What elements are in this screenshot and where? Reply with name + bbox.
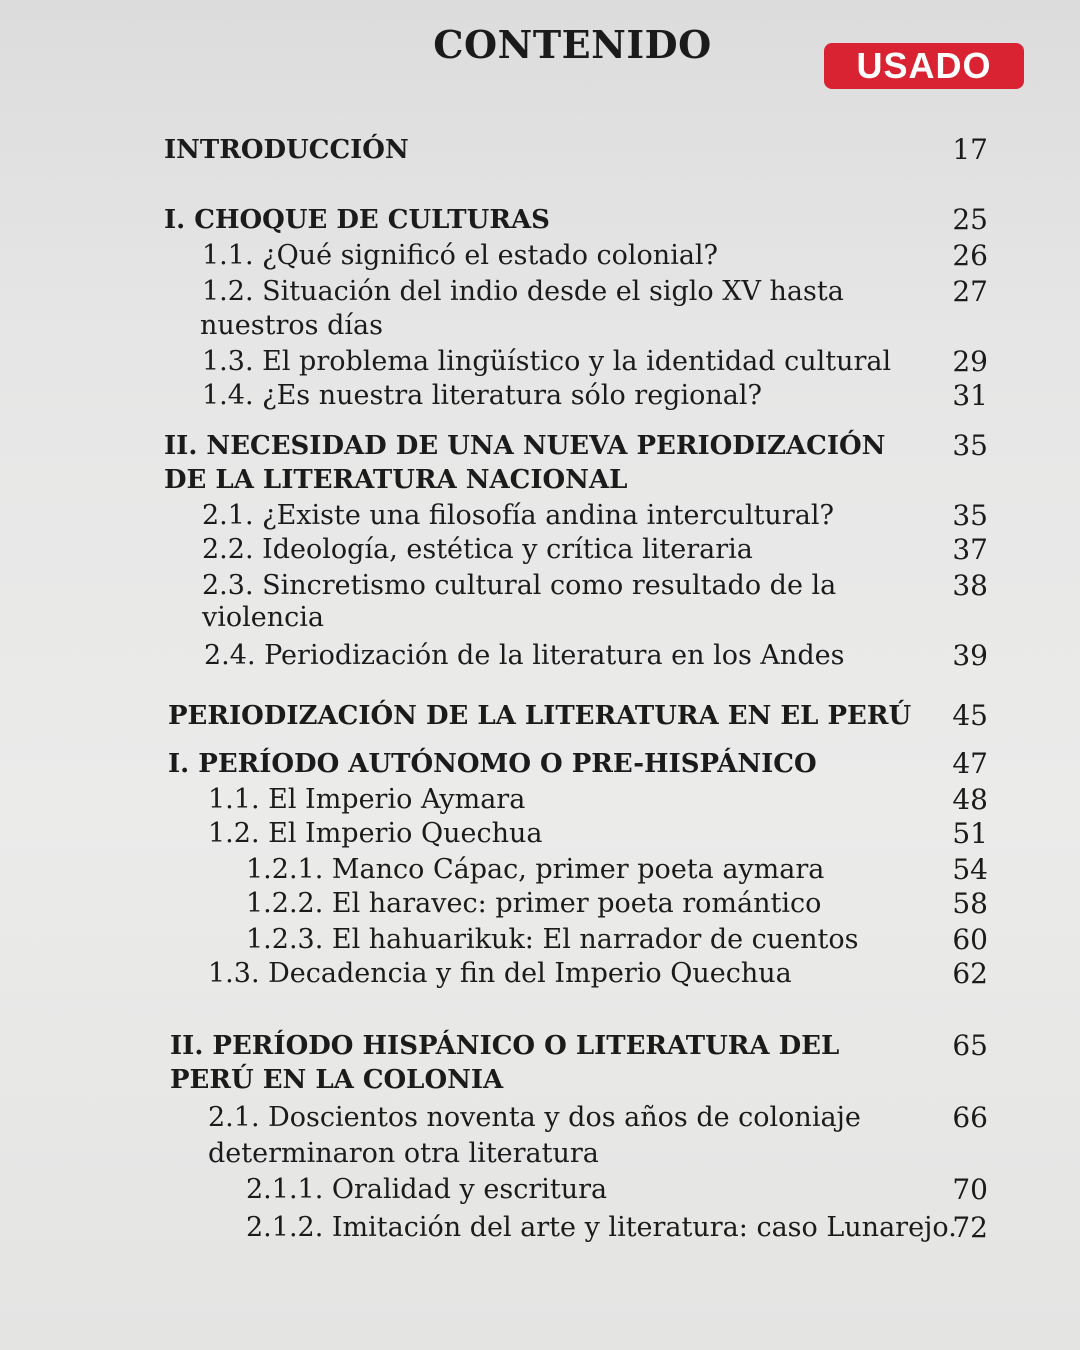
toc-entry	[0, 308, 1080, 344]
toc-entry-page-number: 37	[952, 533, 988, 566]
toc-entry-page-number: 35	[952, 499, 988, 532]
toc-entry-title: 2.1.1. Oralidad y escritura	[246, 1174, 608, 1205]
toc-entry-page-number: 66	[952, 1101, 988, 1134]
used-badge: USADO	[824, 43, 1024, 89]
toc-entry	[0, 600, 1080, 636]
toc-entry-page-number: 38	[952, 569, 988, 602]
toc-entry	[0, 532, 1080, 568]
toc-entry	[0, 1136, 1080, 1172]
toc-entry	[0, 428, 1080, 464]
toc-entry-title: 1.1. ¿Qué significó el estado colonial?	[202, 240, 719, 271]
toc-entry	[0, 568, 1080, 604]
toc-entry-title: 2.3. Sincretismo cultural como resultado de la	[202, 570, 837, 601]
toc-entry-page-number: 65	[952, 1029, 988, 1062]
toc-entry	[0, 782, 1080, 818]
toc-entry-title: PERÚ EN LA COLONIA	[170, 1065, 504, 1095]
toc-entry-title: 1.1. El Imperio Aymara	[208, 784, 526, 815]
toc-entry-page-number: 62	[952, 957, 988, 990]
toc-entry-title: II. PERÍODO HISPÁNICO O LITERATURA DEL	[170, 1031, 840, 1061]
toc-entry-page-number: 48	[952, 783, 988, 816]
toc-entry	[0, 746, 1080, 782]
toc-entry-page-number: 54	[952, 853, 988, 886]
toc-entry-title: PERIODIZACIÓN DE LA LITERATURA EN EL PERÚ	[168, 701, 912, 731]
toc-entry	[0, 498, 1080, 534]
toc-entry-page-number: 51	[952, 817, 988, 850]
toc-entry	[0, 1210, 1080, 1246]
toc-entry-title: determinaron otra literatura	[208, 1138, 599, 1169]
toc-entry-page-number: 45	[952, 699, 988, 732]
toc-entry-title: 1.2.2. El haravec: primer poeta romántico	[246, 888, 822, 919]
toc-entry-page-number: 26	[952, 239, 988, 272]
toc-entry-page-number: 31	[952, 379, 988, 412]
toc-entry	[0, 378, 1080, 414]
toc-entry	[0, 922, 1080, 958]
toc-entry	[0, 202, 1080, 238]
toc-entry	[0, 956, 1080, 992]
toc-entry	[0, 1062, 1080, 1098]
toc-entry-page-number: 25	[952, 203, 988, 236]
toc-entry-page-number: 70	[952, 1173, 988, 1206]
toc-entry	[0, 638, 1080, 674]
toc-entry	[0, 462, 1080, 498]
toc-entry	[0, 1100, 1080, 1136]
toc-entry	[0, 698, 1080, 734]
toc-entry-page-number: 29	[952, 345, 988, 378]
toc-entry-page-number: 47	[952, 747, 988, 780]
toc-entry-page-number: 39	[952, 639, 988, 672]
toc-entry	[0, 238, 1080, 274]
toc-entry-title: I. PERÍODO AUTÓNOMO O PRE-HISPÁNICO	[168, 749, 817, 779]
toc-entry-title: nuestros días	[200, 310, 383, 341]
toc-entry	[0, 132, 1080, 168]
toc-entry	[0, 852, 1080, 888]
toc-entry	[0, 1028, 1080, 1064]
toc-entry-title: 2.1.2. Imitación del arte y literatura: caso Lunarejo.	[246, 1212, 957, 1243]
toc-entry-title: DE LA LITERATURA NACIONAL	[164, 465, 628, 495]
toc-entry-title: violencia	[202, 602, 325, 633]
toc-entry-page-number: 60	[952, 923, 988, 956]
toc-entry-title: 2.1. Doscientos noventa y dos años de coloniaje	[208, 1102, 861, 1133]
toc-entry-title: 1.3. Decadencia y fin del Imperio Quechua	[208, 958, 792, 989]
toc-entry-title: 1.4. ¿Es nuestra literatura sólo regional?	[202, 380, 762, 411]
toc-entry	[0, 1172, 1080, 1208]
page-title: CONTENIDO	[433, 22, 712, 67]
toc-entry	[0, 816, 1080, 852]
toc-entry-page-number: 27	[952, 275, 988, 308]
toc-entry	[0, 274, 1080, 310]
toc-entry-page-number: 72	[952, 1211, 988, 1244]
toc-entry	[0, 344, 1080, 380]
toc-entry-page-number: 58	[952, 887, 988, 920]
toc-entry-page-number: 17	[952, 133, 988, 166]
toc-entry-title: 1.2.3. El hahuarikuk: El narrador de cuentos	[246, 924, 859, 955]
toc-entry-title: 2.2. Ideología, estética y crítica literaria	[202, 534, 753, 565]
toc-entry-title: 1.2.1. Manco Cápac, primer poeta aymara	[246, 854, 825, 885]
toc-entry-title: 2.1. ¿Existe una filosofía andina intercultural?	[202, 500, 834, 531]
toc-entry-title: 1.2. Situación del indio desde el siglo XV hasta	[202, 276, 844, 307]
toc-entry-title: 1.3. El problema lingüístico y la identidad cultural	[202, 346, 892, 377]
toc-entry-title: INTRODUCCIÓN	[164, 135, 409, 165]
toc-entry-page-number: 35	[952, 429, 988, 462]
toc-entry-title: 1.2. El Imperio Quechua	[208, 818, 543, 849]
toc-entry	[0, 886, 1080, 922]
toc-entry-title: II. NECESIDAD DE UNA NUEVA PERIODIZACIÓN	[164, 431, 886, 461]
toc-entry-title: 2.4. Periodización de la literatura en los Andes	[204, 640, 845, 671]
toc-entry-title: I. CHOQUE DE CULTURAS	[164, 205, 550, 235]
